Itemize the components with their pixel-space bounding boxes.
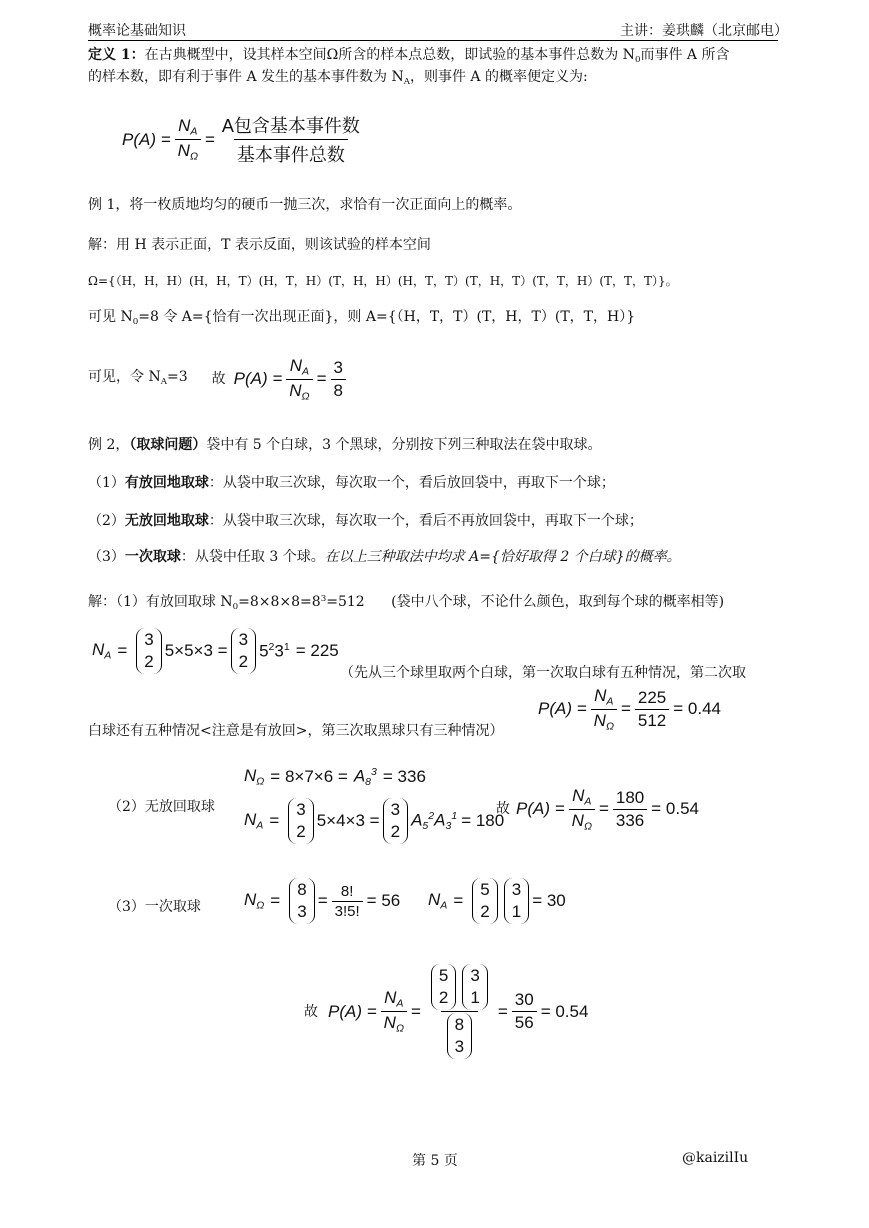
case-1-na-formula: $N_A$ = 3 2 5×5×3 = 3 2 $5^23^1$ = 225 [92, 628, 339, 674]
example-2-solution-1: 解：（1）有放回取球 $N_0=8\times 8\times 8=8^3=512$ (袋中八个球，不论什么颜色，取到每个球的概率相等) [88, 594, 725, 613]
example-2-item-3: （3）一次取球：从袋中任取 3 个球。在以上三种取法中均求 A={恰好取得 2 个白球}的概率。 [88, 549, 681, 565]
header-rule [88, 40, 778, 41]
case-2-na: $N_A$ = 3 2 5×4×3 = 3 2 $A_5^2A_3^1$ = 180 [244, 798, 504, 844]
example-1-solution: 解：用 H 表示正面，T 表示反面，则该试验的样本空间 [88, 237, 431, 253]
header-left: 概率论基础知识 [88, 23, 186, 39]
definition-formula: P(A) = $\frac{N_A}{N_\Omega}$ = $\frac{\text{A包含基本事件数}}{\text{基本事件总数}}$ [122, 116, 360, 165]
case-2-n-omega: $N_\Omega$ = 8×7×6 = $A_8^3$ = 336 [244, 766, 426, 788]
example-1-title: 例 1，将一枚质地均匀的硬币一抛三次，求恰有一次正面向上的概率。 [88, 197, 522, 213]
example-2-item-1: （1）有放回地取球：从袋中取三次球，每次取一个，看后放回袋中，再取下一个球； [88, 475, 615, 491]
case-3-n-omega: $N_\Omega$ = 8 3 = $\frac{8!}{3!5!}$ = 56 [244, 878, 400, 924]
case-3-probability: 故 P(A) = $\frac{N_A}{N_\Omega}$ = 5 2 3 1 8 3 = $\frac{30}{56}$ = 0.54 [304, 964, 588, 1059]
case-2-probability: 故 P(A) = $\frac{N_A}{N_\Omega}$ = $\frac{180}{336}$ = 0.54 [496, 786, 700, 833]
case-1-note-a: （先从三个球里取两个白球，第一次取白球有五种情况，第二次取 [340, 665, 746, 681]
header-right: 主讲：姜珙麟（北京邮电） [620, 23, 788, 39]
case-2-label: （2）无放回取球 [108, 799, 215, 815]
case-3-na: $N_A$ = 5 2 3 1 = 30 [428, 878, 566, 924]
case-1-note-b: 白球还有五种情况<注意是有放回>，第三次取黑球只有三种情况） [88, 723, 504, 739]
sample-space: Ω={（H，H，H）(H，H，T）(H，T，H）(T，H，H）(H，T，T）(T，H，T）(T，T，H）(T，T，T）}。 [88, 274, 678, 288]
case-1-probability: P(A) = $\frac{N_A}{N_\Omega}$ = $\frac{225}{512}$ = 0.44 [538, 686, 722, 733]
page-number: 第 5 页 [412, 1153, 458, 1169]
footer-author: @kaizilIu [682, 1150, 749, 1166]
example-2-title: 例 2，（取球问题）袋中有 5 个白球，3 个黑球，分别按下列三种取法在袋中取球。 [88, 437, 602, 453]
example-2-item-2: （2）无放回地取球：从袋中取三次球，每次取一个，看后不再放回袋中，再取下一个球； [88, 513, 643, 529]
definition-line-2: 的样本数，即有利于事件 A 发生的基本事件数为 $N_A$，则事件 A 的概率便定义为: [88, 69, 588, 88]
example-1-result: 可见，令 $N_A=3$ 故 P(A) = $\frac{N_A}{N_\Omega}$ = $\frac{3}{8}$ [88, 356, 350, 402]
definition-label: 定义 1： [88, 47, 145, 63]
definition-line-1: 定义 1：在古典概型中，设其样本空间Ω所含的样本点总数，即试验的基本事件总数为 $N_0$而事件 A 所含 [88, 47, 730, 66]
case-3-label: （3）一次取球 [108, 899, 201, 915]
example-1-count-line: 可见 $N_0=8$ 令 A={恰有一次出现正面}，则 A={（H，T，T）(T，H，T）(T，T，H）} [88, 309, 636, 328]
